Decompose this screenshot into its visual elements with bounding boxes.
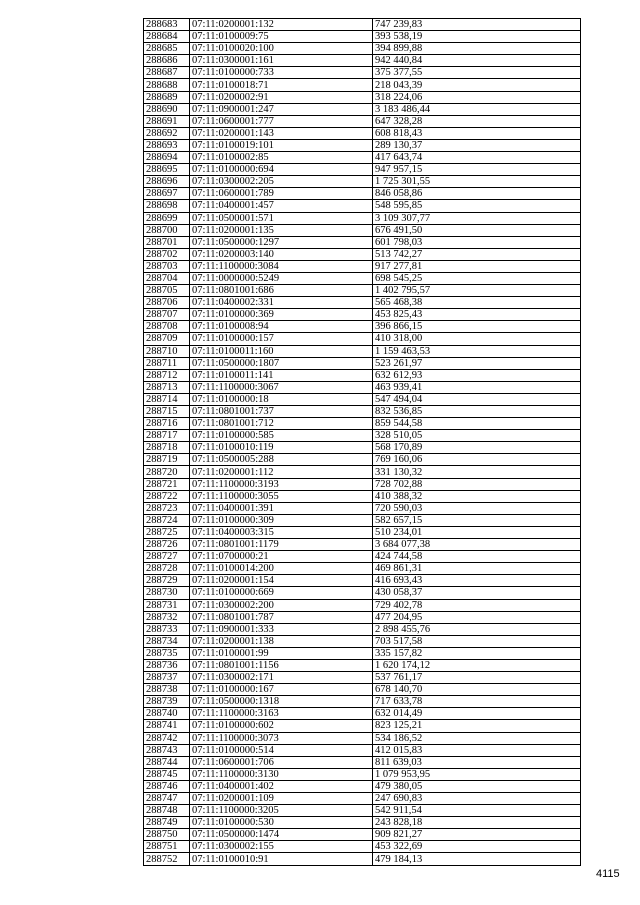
cadastral-number-cell: 07:11:0200001:143 <box>190 127 373 139</box>
cadastral-number-cell: 07:11:0300001:161 <box>190 55 373 67</box>
row-number-cell: 288716 <box>144 418 190 430</box>
table-row <box>144 285 581 297</box>
cadastral-number-cell: 07:11:0300002:205 <box>190 176 373 188</box>
row-number-cell: 288695 <box>144 164 190 176</box>
table-row <box>144 272 581 284</box>
value-cell: 1 159 463,53 <box>373 345 581 357</box>
table-row <box>144 514 581 526</box>
table-row <box>144 115 581 127</box>
row-number-cell: 288692 <box>144 127 190 139</box>
row-number-cell: 288715 <box>144 406 190 418</box>
cadastral-number-cell: 07:11:0500000:1297 <box>190 236 373 248</box>
cadastral-number-cell: 07:11:0200001:112 <box>190 466 373 478</box>
table-row <box>144 248 581 260</box>
cadastral-number-cell: 07:11:1100000:3055 <box>190 490 373 502</box>
row-number-cell: 288694 <box>144 152 190 164</box>
value-cell: 410 318,00 <box>373 333 581 345</box>
value-cell: 3 684 077,38 <box>373 539 581 551</box>
table-row <box>144 164 581 176</box>
table-row <box>144 176 581 188</box>
value-cell: 243 828,18 <box>373 817 581 829</box>
cadastral-number-cell: 07:11:0400001:457 <box>190 200 373 212</box>
cadastral-number-cell: 07:11:0100000:369 <box>190 309 373 321</box>
cadastral-number-cell: 07:11:0100000:733 <box>190 67 373 79</box>
cadastral-number-cell: 07:11:0100000:585 <box>190 430 373 442</box>
table-row <box>144 212 581 224</box>
value-cell: 720 590,03 <box>373 502 581 514</box>
cadastral-number-cell: 07:11:0500005:288 <box>190 454 373 466</box>
value-cell: 647 328,28 <box>373 115 581 127</box>
row-number-cell: 288691 <box>144 115 190 127</box>
cadastral-number-cell: 07:11:0200001:138 <box>190 635 373 647</box>
cadastral-number-cell: 07:11:0500000:1474 <box>190 829 373 841</box>
row-number-cell: 288722 <box>144 490 190 502</box>
value-cell: 523 261,97 <box>373 357 581 369</box>
table-row <box>144 260 581 272</box>
row-number-cell: 288701 <box>144 236 190 248</box>
value-cell: 375 377,55 <box>373 67 581 79</box>
table-row <box>144 659 581 671</box>
row-number-cell: 288698 <box>144 200 190 212</box>
cadastral-number-cell: 07:11:0200001:135 <box>190 224 373 236</box>
table-row <box>144 91 581 103</box>
value-cell: 1 725 301,55 <box>373 176 581 188</box>
value-cell: 601 798,03 <box>373 236 581 248</box>
table-row <box>144 55 581 67</box>
table-row <box>144 720 581 732</box>
cadastral-number-cell: 07:11:0500000:1807 <box>190 357 373 369</box>
row-number-cell: 288732 <box>144 611 190 623</box>
row-number-cell: 288688 <box>144 79 190 91</box>
value-cell: 917 277,81 <box>373 260 581 272</box>
cadastral-number-cell: 07:11:0100000:18 <box>190 393 373 405</box>
table-row <box>144 224 581 236</box>
value-cell: 1 079 953,95 <box>373 768 581 780</box>
table-row <box>144 817 581 829</box>
row-number-cell: 288752 <box>144 853 190 865</box>
value-cell: 469 861,31 <box>373 563 581 575</box>
table-row <box>144 139 581 151</box>
value-cell: 412 015,83 <box>373 744 581 756</box>
table-row <box>144 611 581 623</box>
table-row <box>144 188 581 200</box>
value-cell: 728 702,88 <box>373 478 581 490</box>
table-row <box>144 647 581 659</box>
value-cell: 479 380,05 <box>373 780 581 792</box>
row-number-cell: 288718 <box>144 442 190 454</box>
cadastral-number-cell: 07:11:0300002:155 <box>190 841 373 853</box>
table-row <box>144 708 581 720</box>
row-number-cell: 288713 <box>144 381 190 393</box>
table-row <box>144 539 581 551</box>
row-number-cell: 288723 <box>144 502 190 514</box>
row-number-cell: 288704 <box>144 272 190 284</box>
table-row <box>144 103 581 115</box>
row-number-cell: 288725 <box>144 526 190 538</box>
table-row <box>144 345 581 357</box>
row-number-cell: 288747 <box>144 793 190 805</box>
value-cell: 632 014,49 <box>373 708 581 720</box>
table-row <box>144 635 581 647</box>
table-row <box>144 321 581 333</box>
table-row <box>144 236 581 248</box>
row-number-cell: 288712 <box>144 369 190 381</box>
table-row <box>144 127 581 139</box>
row-number-cell: 288719 <box>144 454 190 466</box>
value-cell: 769 160,06 <box>373 454 581 466</box>
cadastral-number-cell: 07:11:0801001:686 <box>190 285 373 297</box>
cadastral-number-cell: 07:11:1100000:3130 <box>190 768 373 780</box>
cadastral-number-cell: 07:11:0200003:140 <box>190 248 373 260</box>
row-number-cell: 288720 <box>144 466 190 478</box>
table-row <box>144 829 581 841</box>
cadastral-number-cell: 07:11:0100001:99 <box>190 647 373 659</box>
cadastral-number-cell: 07:11:0801001:712 <box>190 418 373 430</box>
table-row <box>144 333 581 345</box>
value-cell: 846 058,86 <box>373 188 581 200</box>
row-number-cell: 288687 <box>144 67 190 79</box>
cadastral-value-table <box>143 18 581 866</box>
table-row <box>144 381 581 393</box>
value-cell: 909 821,27 <box>373 829 581 841</box>
cadastral-number-cell: 07:11:0100014:200 <box>190 563 373 575</box>
table-row <box>144 841 581 853</box>
table-row <box>144 297 581 309</box>
row-number-cell: 288706 <box>144 297 190 309</box>
table-row <box>144 200 581 212</box>
cadastral-number-cell: 07:11:0500000:1318 <box>190 696 373 708</box>
cadastral-number-cell: 07:11:0000000:5249 <box>190 272 373 284</box>
table-row <box>144 502 581 514</box>
cadastral-number-cell: 07:11:0200001:154 <box>190 575 373 587</box>
value-cell: 548 595,85 <box>373 200 581 212</box>
value-cell: 2 898 455,76 <box>373 623 581 635</box>
row-number-cell: 288700 <box>144 224 190 236</box>
cadastral-number-cell: 07:11:0100000:530 <box>190 817 373 829</box>
table-row <box>144 563 581 575</box>
table-row <box>144 31 581 43</box>
value-cell: 717 633,78 <box>373 696 581 708</box>
value-cell: 698 545,25 <box>373 272 581 284</box>
row-number-cell: 288728 <box>144 563 190 575</box>
row-number-cell: 288730 <box>144 587 190 599</box>
value-cell: 247 690,83 <box>373 793 581 805</box>
table-row <box>144 430 581 442</box>
value-cell: 453 825,43 <box>373 309 581 321</box>
cadastral-number-cell: 07:11:0100000:694 <box>190 164 373 176</box>
row-number-cell: 288734 <box>144 635 190 647</box>
cadastral-number-cell: 07:11:0100000:309 <box>190 514 373 526</box>
value-cell: 811 639,03 <box>373 756 581 768</box>
value-cell: 942 440,84 <box>373 55 581 67</box>
value-cell: 335 157,82 <box>373 647 581 659</box>
value-cell: 331 130,32 <box>373 466 581 478</box>
value-cell: 318 224,06 <box>373 91 581 103</box>
value-cell: 477 204,95 <box>373 611 581 623</box>
table-row <box>144 732 581 744</box>
cadastral-number-cell: 07:11:0801001:737 <box>190 406 373 418</box>
row-number-cell: 288749 <box>144 817 190 829</box>
value-cell: 676 491,50 <box>373 224 581 236</box>
value-cell: 424 744,58 <box>373 551 581 563</box>
row-number-cell: 288684 <box>144 31 190 43</box>
row-number-cell: 288744 <box>144 756 190 768</box>
cadastral-number-cell: 07:11:0300002:200 <box>190 599 373 611</box>
cadastral-number-cell: 07:11:0300002:171 <box>190 672 373 684</box>
table-body <box>144 19 581 866</box>
value-cell: 513 742,27 <box>373 248 581 260</box>
table-row <box>144 696 581 708</box>
row-number-cell: 288750 <box>144 829 190 841</box>
value-cell: 823 125,21 <box>373 720 581 732</box>
table-row <box>144 587 581 599</box>
value-cell: 565 468,38 <box>373 297 581 309</box>
cadastral-number-cell: 07:11:0100020:100 <box>190 43 373 55</box>
table-row <box>144 79 581 91</box>
row-number-cell: 288710 <box>144 345 190 357</box>
cadastral-number-cell: 07:11:1100000:3084 <box>190 260 373 272</box>
row-number-cell: 288740 <box>144 708 190 720</box>
cadastral-number-cell: 07:11:1100000:3163 <box>190 708 373 720</box>
row-number-cell: 288748 <box>144 805 190 817</box>
row-number-cell: 288729 <box>144 575 190 587</box>
row-number-cell: 288736 <box>144 659 190 671</box>
row-number-cell: 288738 <box>144 684 190 696</box>
cadastral-number-cell: 07:11:0900001:247 <box>190 103 373 115</box>
cadastral-number-cell: 07:11:0700000:21 <box>190 551 373 563</box>
table-row <box>144 551 581 563</box>
table-row <box>144 490 581 502</box>
cadastral-number-cell: 07:11:0100000:157 <box>190 333 373 345</box>
value-cell: 703 517,58 <box>373 635 581 647</box>
value-cell: 396 866,15 <box>373 321 581 333</box>
cadastral-number-cell: 07:11:0200001:132 <box>190 19 373 31</box>
value-cell: 430 058,37 <box>373 587 581 599</box>
row-number-cell: 288741 <box>144 720 190 732</box>
value-cell: 394 899,88 <box>373 43 581 55</box>
row-number-cell: 288742 <box>144 732 190 744</box>
value-cell: 3 109 307,77 <box>373 212 581 224</box>
cadastral-number-cell: 07:11:0600001:706 <box>190 756 373 768</box>
table-row <box>144 768 581 780</box>
table-row <box>144 152 581 164</box>
table-row <box>144 19 581 31</box>
cadastral-number-cell: 07:11:1100000:3205 <box>190 805 373 817</box>
value-cell: 582 657,15 <box>373 514 581 526</box>
value-cell: 729 402,78 <box>373 599 581 611</box>
cadastral-number-cell: 07:11:0100002:85 <box>190 152 373 164</box>
table-row <box>144 466 581 478</box>
cadastral-number-cell: 07:11:0400001:402 <box>190 780 373 792</box>
value-cell: 410 388,32 <box>373 490 581 502</box>
row-number-cell: 288697 <box>144 188 190 200</box>
row-number-cell: 288751 <box>144 841 190 853</box>
table-row <box>144 780 581 792</box>
table-row <box>144 406 581 418</box>
value-cell: 859 544,58 <box>373 418 581 430</box>
table-row <box>144 744 581 756</box>
value-cell: 328 510,05 <box>373 430 581 442</box>
value-cell: 547 494,04 <box>373 393 581 405</box>
row-number-cell: 288683 <box>144 19 190 31</box>
value-cell: 542 911,54 <box>373 805 581 817</box>
cadastral-number-cell: 07:11:0100009:75 <box>190 31 373 43</box>
row-number-cell: 288703 <box>144 260 190 272</box>
table-row <box>144 672 581 684</box>
row-number-cell: 288737 <box>144 672 190 684</box>
value-cell: 1 402 795,57 <box>373 285 581 297</box>
value-cell: 416 693,43 <box>373 575 581 587</box>
cadastral-number-cell: 07:11:0900001:333 <box>190 623 373 635</box>
table-row <box>144 575 581 587</box>
row-number-cell: 288689 <box>144 91 190 103</box>
value-cell: 534 186,52 <box>373 732 581 744</box>
value-cell: 1 620 174,12 <box>373 659 581 671</box>
cadastral-number-cell: 07:11:0801001:1179 <box>190 539 373 551</box>
cadastral-number-cell: 07:11:1100000:3193 <box>190 478 373 490</box>
row-number-cell: 288739 <box>144 696 190 708</box>
table-row <box>144 43 581 55</box>
row-number-cell: 288699 <box>144 212 190 224</box>
table-row <box>144 418 581 430</box>
cadastral-number-cell: 07:11:1100000:3073 <box>190 732 373 744</box>
row-number-cell: 288693 <box>144 139 190 151</box>
row-number-cell: 288733 <box>144 623 190 635</box>
cadastral-number-cell: 07:11:0100000:167 <box>190 684 373 696</box>
cadastral-number-cell: 07:11:0100010:91 <box>190 853 373 865</box>
row-number-cell: 288709 <box>144 333 190 345</box>
page-number: 4115 <box>596 868 620 880</box>
row-number-cell: 288705 <box>144 285 190 297</box>
row-number-cell: 288714 <box>144 393 190 405</box>
row-number-cell: 288746 <box>144 780 190 792</box>
cadastral-number-cell: 07:11:0400003:315 <box>190 526 373 538</box>
row-number-cell: 288717 <box>144 430 190 442</box>
cadastral-number-cell: 07:11:0400001:391 <box>190 502 373 514</box>
cadastral-number-cell: 07:11:1100000:3067 <box>190 381 373 393</box>
cadastral-number-cell: 07:11:0400002:331 <box>190 297 373 309</box>
value-cell: 479 184,13 <box>373 853 581 865</box>
row-number-cell: 288696 <box>144 176 190 188</box>
table-row <box>144 393 581 405</box>
value-cell: 747 239,83 <box>373 19 581 31</box>
table-row <box>144 478 581 490</box>
row-number-cell: 288724 <box>144 514 190 526</box>
table-row <box>144 684 581 696</box>
cadastral-number-cell: 07:11:0600001:777 <box>190 115 373 127</box>
row-number-cell: 288731 <box>144 599 190 611</box>
row-number-cell: 288702 <box>144 248 190 260</box>
table-row <box>144 793 581 805</box>
table-row <box>144 526 581 538</box>
row-number-cell: 288711 <box>144 357 190 369</box>
cadastral-number-cell: 07:11:0801001:787 <box>190 611 373 623</box>
row-number-cell: 288685 <box>144 43 190 55</box>
cadastral-number-cell: 07:11:0100008:94 <box>190 321 373 333</box>
value-cell: 832 536,85 <box>373 406 581 418</box>
row-number-cell: 288745 <box>144 768 190 780</box>
table-row <box>144 369 581 381</box>
value-cell: 289 130,37 <box>373 139 581 151</box>
cadastral-number-cell: 07:11:0100019:101 <box>190 139 373 151</box>
cadastral-number-cell: 07:11:0100000:669 <box>190 587 373 599</box>
cadastral-number-cell: 07:11:0100011:160 <box>190 345 373 357</box>
value-cell: 608 818,43 <box>373 127 581 139</box>
table-row <box>144 623 581 635</box>
cadastral-number-cell: 07:11:0100000:514 <box>190 744 373 756</box>
table-row <box>144 853 581 865</box>
cadastral-number-cell: 07:11:0100018:71 <box>190 79 373 91</box>
cadastral-number-cell: 07:11:0500001:571 <box>190 212 373 224</box>
value-cell: 568 170,89 <box>373 442 581 454</box>
row-number-cell: 288727 <box>144 551 190 563</box>
value-cell: 510 234,01 <box>373 526 581 538</box>
value-cell: 417 643,74 <box>373 152 581 164</box>
cadastral-number-cell: 07:11:0600001:789 <box>190 188 373 200</box>
table-row <box>144 67 581 79</box>
value-cell: 453 322,69 <box>373 841 581 853</box>
cadastral-number-cell: 07:11:0200001:109 <box>190 793 373 805</box>
value-cell: 632 612,93 <box>373 369 581 381</box>
cadastral-number-cell: 07:11:0100011:141 <box>190 369 373 381</box>
row-number-cell: 288708 <box>144 321 190 333</box>
table-row <box>144 805 581 817</box>
value-cell: 537 761,17 <box>373 672 581 684</box>
value-cell: 393 538,19 <box>373 31 581 43</box>
row-number-cell: 288735 <box>144 647 190 659</box>
table-row <box>144 756 581 768</box>
table-row <box>144 599 581 611</box>
row-number-cell: 288721 <box>144 478 190 490</box>
table-row <box>144 454 581 466</box>
table-row <box>144 442 581 454</box>
cadastral-number-cell: 07:11:0801001:1156 <box>190 659 373 671</box>
cadastral-number-cell: 07:11:0100000:602 <box>190 720 373 732</box>
row-number-cell: 288690 <box>144 103 190 115</box>
value-cell: 3 183 486,44 <box>373 103 581 115</box>
value-cell: 678 140,70 <box>373 684 581 696</box>
value-cell: 463 939,41 <box>373 381 581 393</box>
row-number-cell: 288726 <box>144 539 190 551</box>
row-number-cell: 288686 <box>144 55 190 67</box>
table-row <box>144 309 581 321</box>
value-cell: 947 957,15 <box>373 164 581 176</box>
cadastral-number-cell: 07:11:0200002:91 <box>190 91 373 103</box>
row-number-cell: 288743 <box>144 744 190 756</box>
value-cell: 218 043,39 <box>373 79 581 91</box>
cadastral-number-cell: 07:11:0100010:119 <box>190 442 373 454</box>
table-row <box>144 357 581 369</box>
row-number-cell: 288707 <box>144 309 190 321</box>
